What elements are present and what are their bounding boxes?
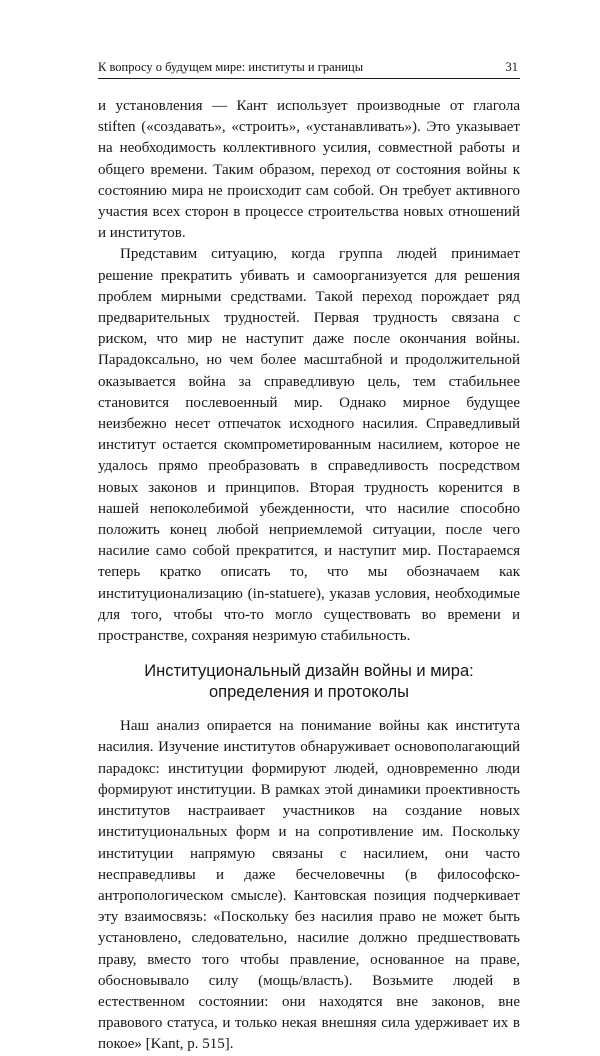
section-heading	[98, 661, 520, 703]
body-text	[98, 96, 520, 1056]
running-title: К вопросу о будущем мире: институты и границы	[98, 60, 364, 74]
section-heading-line-2: определения и протоколы	[209, 683, 409, 702]
page-number: 31	[505, 60, 518, 74]
paragraph-continuation: и установления — Кант использует производные от глагола stiften («создавать», «строить», «устанавливать»). Это указывает на необходимость коллективного усилия, совместной работы и общего времени. Таким образом, переход от состояния войны к состоянию мира не происходит сам собой. Он требует активного участия всех сторон в процессе строительства новых отношений и институтов.	[98, 98, 520, 242]
paragraph-situation: Представим ситуацию, когда группа людей принимает решение прекратить убивать и самоорганизуется для решения проблем мирными средствами. Такой переход порождает ряд предварительных трудностей. Первая трудность связана с риском, что мир не наступит даже после окончания войны. Парадоксально, но чем более масштабной и продолжительной оказывается война за справедливую цель, тем стабильнее становится послевоенный мир. Однако мирное будущее неизбежно несет отпечаток исходного насилия. Справедливый институт остается скомпрометированным насилием, которое не удалось прямо преобразовать в справедливость посредством новых законов и принципов. Вторая трудность коренится в нашей непоколебимой убежденности, что насилие способно положить конец любой неприемлемой ситуации, после чего насилие само собой прекратится, и наступит мир. Постараемся теперь кратко описать то, что мы обозначаем как институционализацию (in-statuere), указав условия, необходимые для того, чтобы что-то могло существовать во времени и пространстве, сохраняя незримую стабильность.	[98, 246, 520, 645]
paragraph-analysis: Наш анализ опирается на понимание войны как института насилия. Изучение институтов обнаруживает основополагающий парадокс: институции формируют людей, одновременно люди формируют институции. В рамках этой динамики проективность институтов настраивает участников на создание новых институциональных форм и на сопротивление им. Поскольку институции напрямую связаны с насилием, они часто несправедливы и даже бесчеловечны (в философско-антропологическом смысле). Кантовская позиция подчеркивает эту взаимосвязь: «Поскольку без насилия право не может быть установлено, следовательно, насилие должно предшествовать праву, вместо того чтобы правление, основанное на праве, обосновывало силу (мощь/власть). Возьмите людей в естественном состоянии: они находятся вне законов, вне правового статуса, и только некая внешняя сила удерживает их в покое» [Kant, p. 515].	[98, 718, 520, 1053]
section-heading-line-1: Институциональный дизайн войны и мира:	[144, 662, 474, 681]
running-header	[98, 58, 520, 79]
